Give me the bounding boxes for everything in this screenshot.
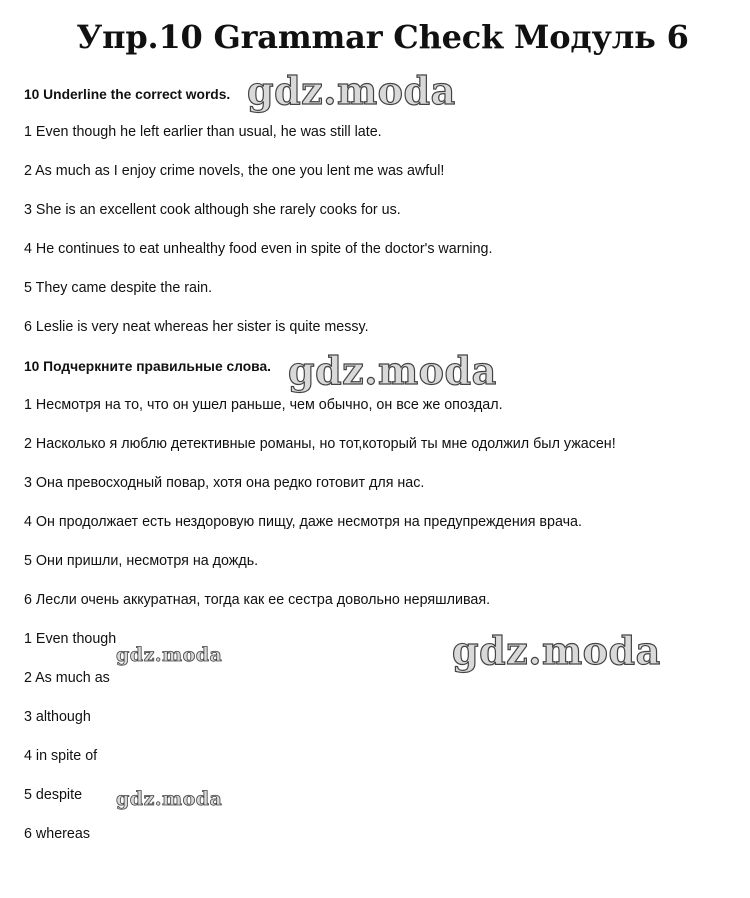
russian-item-5: 5 Они пришли, несмотря на дождь.: [24, 553, 259, 569]
russian-item-3: 3 Она превосходный повар, хотя она редко готовит для нас.: [24, 475, 425, 491]
english-heading: 10 Underline the correct words.: [24, 87, 231, 102]
answer-4: 4 in spite of: [24, 748, 98, 764]
watermark: gdz.moda: [116, 644, 223, 666]
russian-item-2: 2 Насколько я люблю детективные романы, но тот,который ты мне одолжил был ужасен!: [24, 436, 616, 452]
watermark: gdz.moda: [116, 788, 223, 810]
watermark: gdz.moda: [452, 628, 661, 673]
english-item-5: 5 They came despite the rain.: [24, 280, 213, 296]
russian-item-1: 1 Несмотря на то, что он ушел раньше, чем обычно, он все же опоздал.: [24, 397, 503, 413]
russian-heading: 10 Подчеркните правильные слова.: [24, 359, 271, 374]
answer-6: 6 whereas: [24, 826, 90, 842]
answer-3: 3 although: [24, 709, 91, 725]
answer-1: 1 Even though: [24, 631, 117, 647]
page-title: Упр.10 Grammar Check Модуль 6: [76, 18, 689, 56]
russian-item-4: 4 Он продолжает есть нездоровую пищу, даже несмотря на предупреждения врача.: [24, 514, 582, 530]
english-item-3: 3 She is an excellent cook although she rarely cooks for us.: [24, 202, 401, 218]
watermark: gdz.moda: [288, 348, 497, 393]
english-item-1: 1 Even though he left earlier than usual, he was still late.: [24, 124, 382, 140]
english-item-6: 6 Leslie is very neat whereas her sister is quite messy.: [24, 319, 369, 335]
english-item-2: 2 As much as I enjoy crime novels, the one you lent me was awful!: [24, 163, 445, 179]
answer-5: 5 despite: [24, 787, 83, 803]
answer-2: 2 As much as: [24, 670, 110, 686]
english-item-4: 4 He continues to eat unhealthy food even in spite of the doctor's warning.: [24, 241, 493, 257]
russian-item-6: 6 Лесли очень аккуратная, тогда как ее сестра довольно неряшливая.: [24, 592, 491, 608]
watermark: gdz.moda: [247, 68, 456, 113]
